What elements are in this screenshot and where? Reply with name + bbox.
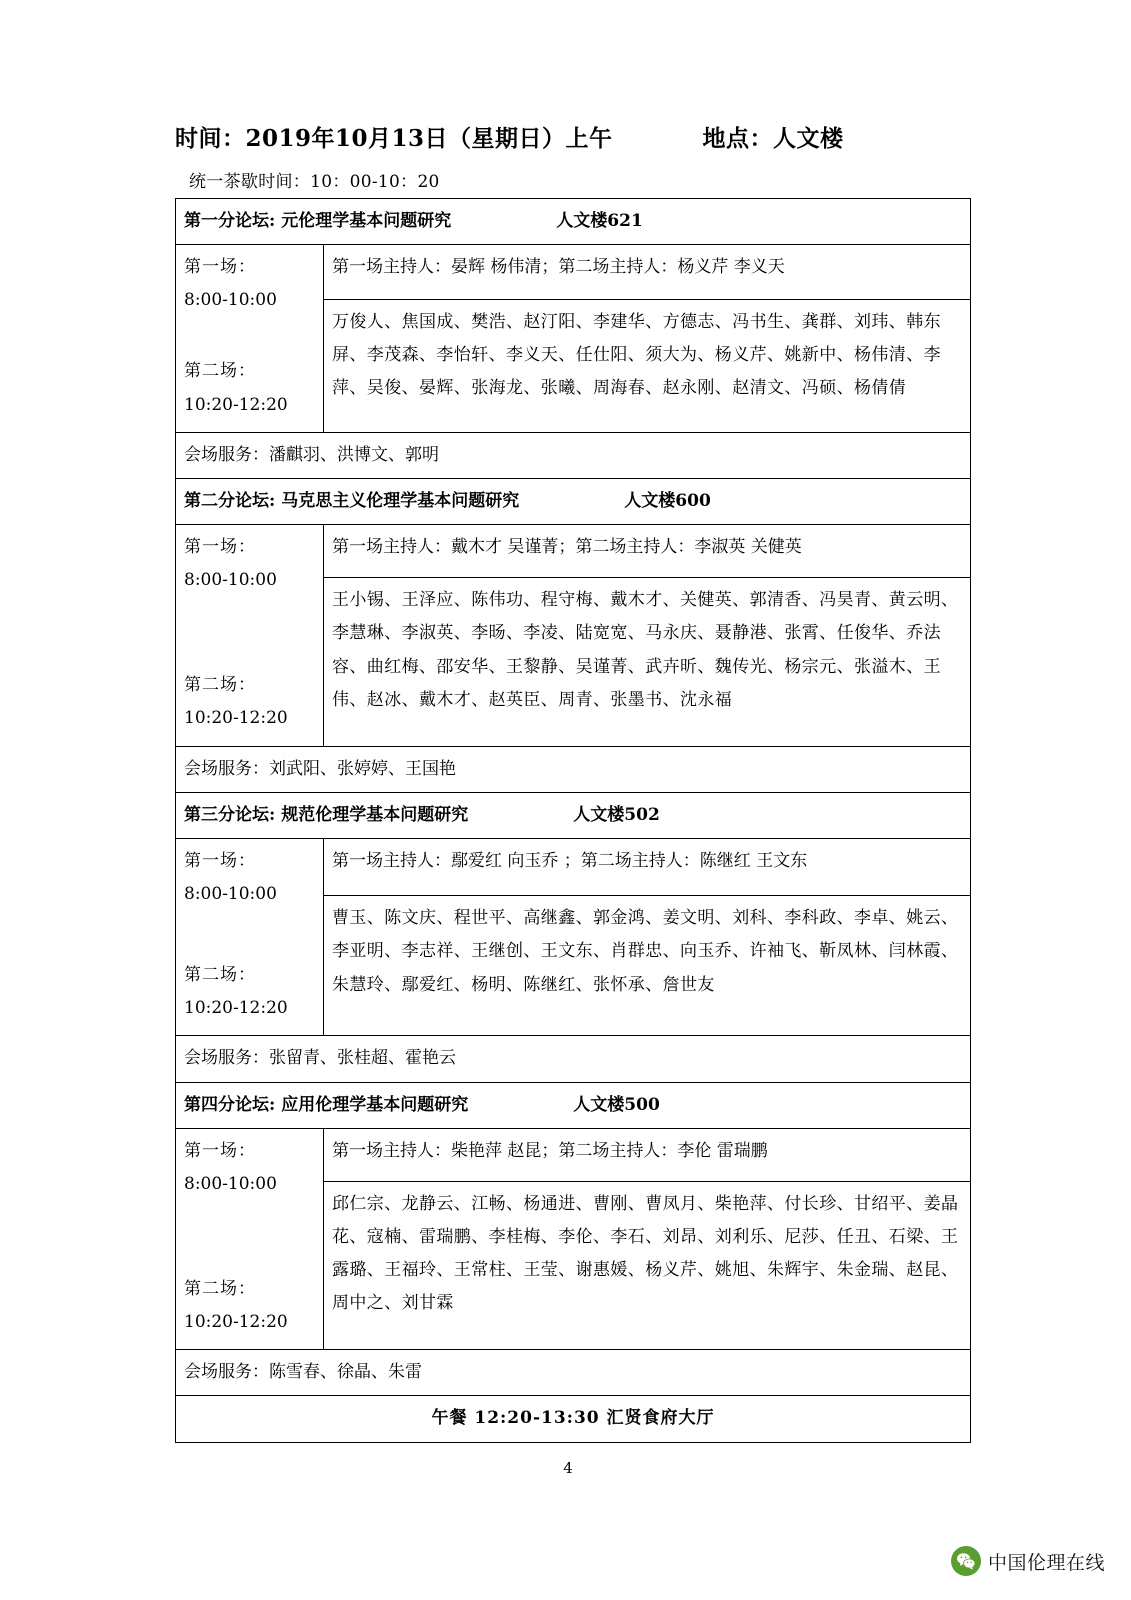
second-session-label: 第二场： bbox=[184, 965, 256, 986]
first-session-time: 8:00-10:00 bbox=[184, 570, 277, 591]
second-session-label: 第二场： bbox=[184, 675, 256, 696]
second-session-time: 10:20-12:20 bbox=[184, 998, 288, 1019]
first-session-label: 第一场： bbox=[184, 536, 256, 557]
table-row bbox=[176, 1082, 971, 1128]
table-row bbox=[176, 245, 971, 300]
header-time: 时间：2019年10月13日（星期日）上午 bbox=[175, 125, 613, 152]
table-row bbox=[176, 1128, 971, 1181]
forum-header bbox=[176, 478, 971, 524]
table-row bbox=[176, 1396, 971, 1442]
first-session-time: 8:00-10:00 bbox=[184, 290, 277, 311]
table-row bbox=[176, 746, 971, 792]
session-times bbox=[176, 245, 324, 433]
forum-header bbox=[176, 1082, 971, 1128]
forum-header bbox=[176, 792, 971, 838]
watermark-text: 中国伦理在线 bbox=[987, 1551, 1105, 1574]
document-header bbox=[175, 120, 981, 153]
second-session-time: 10:20-12:20 bbox=[184, 394, 288, 415]
tea-break-note: 统一茶歇时间：10：00-10：20 bbox=[189, 172, 440, 192]
header-place: 地点：人文楼 bbox=[702, 125, 844, 152]
forum-participants: 曹玉、陈文庆、程世平、高继鑫、郭金鸿、姜文明、刘科、李科政、李卓、姚云、李亚明、李志祥、王继创、王文东、肖群忠、向玉乔、许袖飞、靳凤林、闫林霞、朱慧玲、鄢爱红、杨明、陈继红、张怀承、詹世友 bbox=[324, 896, 971, 1036]
second-session-time: 10:20-12:20 bbox=[184, 708, 288, 729]
schedule-table bbox=[175, 198, 971, 1443]
forum-service: 会场服务：张留青、张桂超、霍艳云 bbox=[176, 1036, 971, 1082]
forum-service: 会场服务：刘武阳、张婷婷、王国艳 bbox=[176, 746, 971, 792]
lunch-row: 午餐 12:20-13:30 汇贤食府大厅 bbox=[176, 1396, 971, 1442]
first-session-label: 第一场： bbox=[184, 257, 256, 278]
forum-chairs: 第一场主持人：戴木才 吴谨菁；第二场主持人：李淑英 关健英 bbox=[324, 524, 971, 577]
forum-room: 人文楼502 bbox=[573, 804, 660, 825]
forum-service: 会场服务：潘麒羽、洪博文、郭明 bbox=[176, 432, 971, 478]
forum-title: 马克思主义伦理学基本问题研究 bbox=[281, 490, 520, 511]
first-session-label: 第一场： bbox=[184, 850, 256, 871]
forum-title: 元伦理学基本问题研究 bbox=[281, 211, 452, 231]
forum-label: 第四分论坛: bbox=[184, 1094, 276, 1115]
forum-label: 第一分论坛: bbox=[184, 211, 276, 231]
first-session-time: 8:00-10:00 bbox=[184, 883, 277, 904]
forum-chairs: 第一场主持人：柴艳萍 赵昆；第二场主持人：李伦 雷瑞鹏 bbox=[324, 1128, 971, 1181]
second-session-time: 10:20-12:20 bbox=[184, 1312, 288, 1333]
table-row bbox=[176, 432, 971, 478]
table-row bbox=[176, 838, 971, 895]
watermark bbox=[951, 1546, 1105, 1576]
forum-participants: 王小锡、王泽应、陈伟功、程守梅、戴木才、关健英、郭清香、冯昊青、黄云明、李慧琳、李淑英、李旸、李凌、陆宽宽、马永庆、聂静港、张霄、任俊华、乔法容、曲红梅、邵安华、王黎静、吴谨菁、武卉昕、魏传光、杨宗元、张溢木、王伟、赵冰、戴木才、赵英臣、周青、张墨书、沈永福 bbox=[324, 578, 971, 746]
first-session-time: 8:00-10:00 bbox=[184, 1173, 277, 1194]
page-number: 4 bbox=[563, 1458, 573, 1477]
table-row bbox=[176, 792, 971, 838]
forum-service: 会场服务：陈雪春、徐晶、朱雷 bbox=[176, 1350, 971, 1396]
forum-room: 人文楼600 bbox=[624, 490, 711, 511]
forum-chairs: 第一场主持人：晏辉 杨伟清；第二场主持人：杨义芹 李义天 bbox=[324, 245, 971, 300]
forum-room: 人文楼500 bbox=[573, 1094, 660, 1115]
forum-title: 规范伦理学基本问题研究 bbox=[281, 804, 469, 825]
wechat-icon bbox=[951, 1546, 981, 1576]
forum-label: 第三分论坛: bbox=[184, 804, 276, 825]
table-row bbox=[176, 199, 971, 245]
forum-participants: 万俊人、焦国成、樊浩、赵汀阳、李建华、方德志、冯书生、龚群、刘玮、韩东屏、李茂森、李怡轩、李义天、任仕阳、须大为、杨义芹、姚新中、杨伟清、李萍、吴俊、晏辉、张海龙、张曦、周海春、赵永刚、赵清文、冯硕、杨倩倩 bbox=[324, 299, 971, 432]
table-row bbox=[176, 478, 971, 524]
second-session-label: 第二场： bbox=[184, 361, 256, 382]
forum-chairs: 第一场主持人：鄢爱红 向玉乔 ；第二场主持人：陈继红 王文东 bbox=[324, 838, 971, 895]
table-row bbox=[176, 1350, 971, 1396]
first-session-label: 第一场： bbox=[184, 1140, 256, 1161]
forum-title: 应用伦理学基本问题研究 bbox=[281, 1094, 469, 1115]
forum-participants: 邱仁宗、龙静云、江畅、杨通进、曹刚、曹凤月、柴艳萍、付长珍、甘绍平、姜晶花、寇楠、雷瑞鹏、李桂梅、李伦、李石、刘昂、刘利乐、尼莎、任丑、石梁、王露璐、王福玲、王常柱、王莹、谢惠媛、杨义芹、姚旭、朱辉宇、朱金瑞、赵昆、周中之、刘甘霖 bbox=[324, 1181, 971, 1349]
forum-header bbox=[176, 199, 971, 245]
forum-label: 第二分论坛: bbox=[184, 490, 276, 511]
session-times bbox=[176, 838, 324, 1036]
forum-room: 人文楼621 bbox=[556, 211, 643, 231]
second-session-label: 第二场： bbox=[184, 1278, 256, 1299]
session-times bbox=[176, 524, 324, 746]
session-times bbox=[176, 1128, 324, 1350]
table-row bbox=[176, 1036, 971, 1082]
table-row bbox=[176, 524, 971, 577]
